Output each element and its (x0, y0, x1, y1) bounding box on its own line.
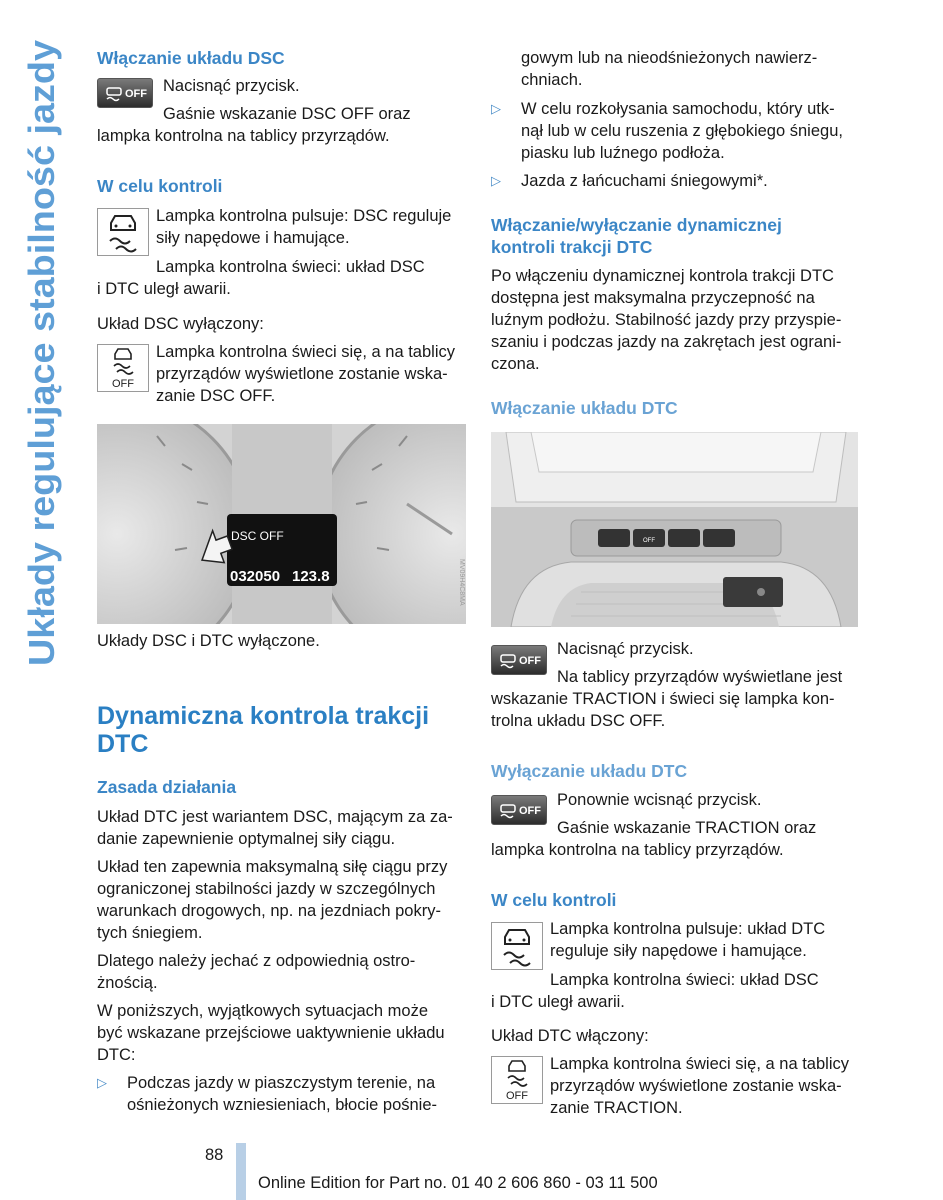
off1c: zanie DSC OFF. (156, 387, 276, 405)
p2c: warunkach drogowych, np. na jezdniach pokry- (97, 902, 441, 920)
dtc-on1: Nacisnąć przycisk. (557, 640, 694, 658)
p3b: żnością. (97, 974, 158, 992)
heading-dsc-on: Włączanie układu DSC (97, 48, 285, 68)
rc1a: Lampka kontrolna pulsuje: układ DTC (550, 920, 826, 938)
off1a: Lampka kontrolna świeci się, a na tablicy (156, 343, 455, 361)
b2a: W celu rozkołysania samochodu, który utk- (521, 100, 835, 118)
traction-lamp-icon (491, 1056, 543, 1104)
dtc-off1: Ponownie wcisnąć przycisk. (557, 791, 762, 809)
cluster-message: DSC OFF (231, 529, 284, 543)
p4b: być wskazane przejściowe uaktywnienie układu (97, 1024, 445, 1042)
ron1b: przyrządów wyświetlone zostanie wska- (550, 1077, 842, 1095)
off1b: przyrządów wyświetlone zostanie wska- (156, 365, 448, 383)
dsc-off-lamp-icon (97, 344, 149, 392)
b1c: gowym lub na nieodśnieżonych nawierz- (521, 49, 818, 67)
q1c: luźnym podłożu. Stabilność jazdy przy przyspie- (491, 311, 842, 329)
heading-control-left: W celu kontroli (97, 176, 223, 196)
warning-lamp-icon (97, 208, 149, 256)
q1b: dostępna jest maksymalna przyczepność na (491, 289, 815, 307)
dtc-on2c: trolna układu DSC OFF. (491, 712, 666, 730)
rc2b: i DTC uległ awarii. (491, 993, 625, 1011)
list-item (491, 98, 843, 164)
heading-dtc: Dynamiczna kontrola trakcji DTC (97, 702, 430, 758)
dsc-off-label: Układ DSC wyłączony: (97, 315, 264, 333)
ctrl2b: i DTC uległ awarii. (97, 280, 231, 298)
b1b: ośnieżonych wzniesieniach, błocie pośnie- (127, 1096, 438, 1114)
ron1c: zanie TRACTION. (550, 1099, 683, 1117)
b2c: piasku lub luźnego podłoża. (521, 144, 725, 162)
heading-principle: Zasada działania (97, 777, 237, 797)
off-label: OFF (112, 378, 134, 390)
p1b: danie zapewnienie optymalnej siły ciągu. (97, 830, 396, 848)
p1a: Układ DTC jest wariantem DSC, mającym za za- (97, 808, 453, 826)
ron1a: Lampka kontrolna świeci się, a na tablicy (550, 1055, 849, 1073)
heading-dtc-off: Wyłączanie układu DTC (491, 761, 688, 781)
cluster-odometer: 032050 (230, 568, 281, 585)
image-caption: Układy DSC i DTC wyłączone. (97, 632, 320, 650)
bullet-arrow-icon: ▷ (97, 1075, 107, 1090)
dtc-off2a: Gaśnie wskazanie TRACTION oraz (557, 819, 817, 837)
side-title-text: Układy regulujące stabilność jazdy (21, 69, 62, 666)
p2d: tych śniegiem. (97, 924, 203, 942)
car-skid-off-icon (98, 345, 148, 391)
heading-dtc-toggle-b: kontroli trakcji DTC (491, 237, 653, 257)
rc1b: reguluje siły napędowe i hamujące. (550, 942, 807, 960)
footer-bar (236, 1143, 246, 1200)
page-number: 88 (205, 1146, 224, 1164)
warning-lamp-icon (491, 922, 543, 970)
b3: Jazda z łańcuchami śniegowymi*. (521, 172, 768, 190)
button-off-label: OFF (125, 88, 147, 100)
cluster-code: MV09H4C8MA (458, 559, 465, 606)
q1a: Po włączeniu dynamicznej kontrola trakcji DTC (491, 267, 834, 285)
list-item (491, 170, 768, 192)
b2b: nął lub w celu ruszenia z głębokiego śniegu, (521, 122, 843, 140)
car-skid-lamp-icon (492, 923, 542, 969)
bullet-arrow-icon: ▷ (491, 173, 501, 188)
p4c: DTC: (97, 1046, 136, 1064)
off-label: OFF (506, 1090, 528, 1102)
dsc-on-step2a: Gaśnie wskazanie DSC OFF oraz (163, 105, 411, 123)
b1a: Podczas jazdy w piaszczystym terenie, na (127, 1074, 436, 1092)
dtc-on2b: wskazanie TRACTION i świeci się lampka kon- (491, 690, 835, 708)
list-item (97, 1072, 437, 1116)
heading-dtc-on: Włączanie układu DTC (491, 398, 678, 418)
p2b: ograniczonej stabilności jazdy w szczególnych (97, 880, 436, 898)
dtc-button-icon (491, 645, 547, 675)
cluster-trip: 123.8 (292, 568, 330, 585)
p2a: Układ ten zapewnia maksymalną siłę ciągu przy (97, 858, 448, 876)
b1d: chniach. (521, 71, 583, 89)
button-off-label: OFF (519, 805, 541, 817)
dsc-on-step1: Nacisnąć przycisk. (163, 77, 300, 95)
ctrl1a: Lampka kontrolna pulsuje: DSC reguluje (156, 207, 452, 225)
q1d: szaniu i podczas jazdy na zakrętach jest ograni- (491, 333, 842, 351)
q1e: czona. (491, 355, 540, 373)
car-skid-icon (498, 801, 518, 821)
p3a: Dlatego należy jechać z odpowiednią ostro- (97, 952, 416, 970)
button-off-label: OFF (519, 655, 541, 667)
car-skid-icon (498, 651, 518, 671)
p4a: W poniższych, wyjątkowych sytuacjach może (97, 1002, 429, 1020)
footer-edition: Online Edition for Part no. 01 40 2 606 860 - 03 11 500 (258, 1174, 658, 1192)
car-skid-off-icon (492, 1057, 542, 1103)
dtc-on2a: Na tablicy przyrządów wyświetlane jest (557, 668, 843, 686)
console-off-label: OFF (643, 538, 655, 544)
ctrl2a: Lampka kontrolna świeci: układ DSC (156, 258, 425, 276)
side-title (14, 30, 66, 670)
ctrl1b: siły napędowe i hamujące. (156, 229, 350, 247)
dsc-off-button-icon (97, 78, 153, 108)
car-skid-lamp-icon (98, 209, 148, 255)
bullet-arrow-icon: ▷ (491, 101, 501, 116)
dtc-off2b: lampka kontrolna na tablicy przyrządów. (491, 841, 784, 859)
dtc-off-button-icon (491, 795, 547, 825)
instrument-cluster-image (97, 424, 466, 624)
dsc-on-step2b: lampka kontrolna na tablicy przyrządów. (97, 127, 390, 145)
heading-dtc-toggle-a: Włączanie/wyłączanie dynamicznej (491, 215, 782, 235)
center-console-image (491, 432, 858, 627)
rc2a: Lampka kontrolna świeci: układ DSC (550, 971, 819, 989)
dtc-on-label: Układ DTC włączony: (491, 1027, 649, 1045)
car-skid-icon (104, 84, 124, 104)
heading-control-right: W celu kontroli (491, 890, 617, 910)
